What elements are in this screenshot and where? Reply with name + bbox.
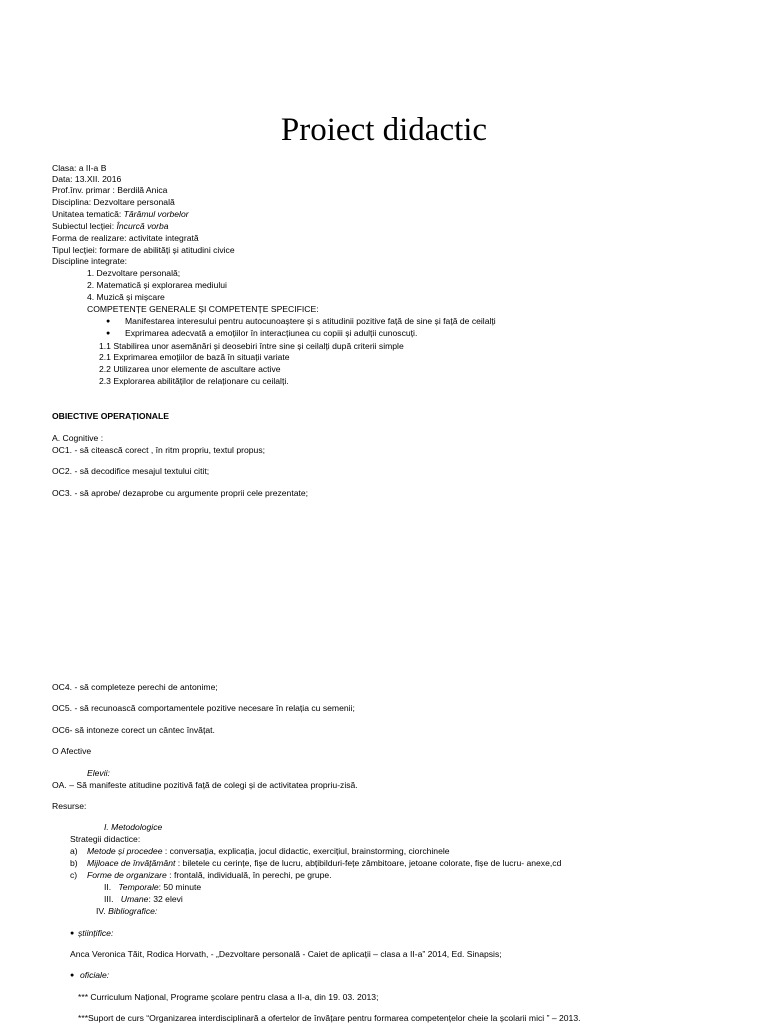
strategy-letter: a) [70, 846, 78, 856]
general-competency: Exprimarea adecvată a emoțiilor în interacțiunea cu copiii și adulții cunoscuți. [125, 328, 418, 338]
lesson-subject-value: Încurcă vorba [116, 221, 169, 231]
methodological-heading [104, 822, 162, 833]
methods-value: : conversația, explicația, jocul didactic, exercițiul, brainstorming, ciorchinele [162, 846, 450, 856]
discipline-item: 1. Dezvoltare personală; [87, 268, 181, 278]
strategies-label: Strategii didactice: [70, 834, 141, 844]
strategy-letter: b) [70, 858, 78, 868]
objective-oc2: OC2. - să decodifice mesajul textului citit; [52, 466, 210, 476]
teacher-line: Prof.înv. primar : Berdilă Anica [52, 185, 168, 195]
class-line: Clasa: a II-a B [52, 163, 107, 173]
integrated-disciplines-label: Discipline integrate: [52, 256, 127, 266]
human-num: III. [104, 894, 114, 904]
bibliography-ref: ***Suport de curs “Organizarea interdisciplinară a ofertelor de învățare pentru formarea competențelor cheie la școlarii mici ” – 2013. [78, 1013, 581, 1023]
bibliography-num: IV. [96, 906, 106, 916]
organization-label: Forme de organizare [87, 870, 167, 880]
objectives-heading: OBIECTIVE OPERAȚIONALE [52, 411, 169, 421]
delivery-form-line: Forma de realizare: activitate integrată [52, 233, 199, 243]
discipline-item: 2. Matematică și explorarea mediului [87, 280, 227, 290]
page-title: Proiect didactic [280, 112, 488, 148]
specific-competency: 2.2 Utilizarea unor elemente de ascultare active [99, 364, 281, 374]
objective-oa: OA. – Să manifeste atitudine pozitivă față de colegi și de activitatea propriu-zisă. [52, 780, 358, 790]
human-line [104, 894, 183, 905]
temporal-num: II. [104, 882, 112, 892]
thematic-unit-line [52, 209, 189, 220]
organization-line [87, 870, 332, 881]
bullet-icon: ● [106, 330, 111, 337]
methods-line [87, 846, 450, 857]
affective-heading: O Afective [52, 746, 92, 756]
general-competency: Manifestarea interesului pentru autocunoaștere și s atitudinii pozitive față de sine și față de ceilalți [125, 316, 496, 326]
date-line: Data: 13.XII. 2016 [52, 174, 122, 184]
objective-oc5: OC5. - să recunoască comportamentele pozitive necesare în relația cu semenii; [52, 703, 355, 713]
thematic-unit-label: Unitatea tematică: [52, 209, 124, 219]
lesson-subject-line [52, 221, 169, 232]
bibliography-ref: Anca Veronica Tăit, Rodica Horvath, - „Dezvoltare personală - Caiet de aplicații – clasa a II-a” 2014, Ed. Sinapsis; [70, 949, 502, 959]
specific-competency: 1.1 Stabilirea unor asemănări și deosebiri între sine și ceilalți după criterii simple [99, 341, 404, 351]
lesson-type-line: Tipul lecției: formare de abilități și atitudini civice [52, 245, 235, 255]
bibliography-label: Bibliografice: [108, 906, 158, 916]
resources-heading: Resurse: [52, 801, 87, 811]
objective-oc3: OC3. - să aprobe/ dezaprobe cu argumente proprii cele prezentate; [52, 488, 309, 498]
official-heading: oficiale: [80, 970, 110, 980]
cognitive-heading: A. Cognitive : [52, 433, 104, 443]
bibliography-line [96, 906, 157, 917]
materials-value: : biletele cu cerințe, fișe de lucru, abțibilduri-fețe zâmbitoare, jetoane colorate, fișe de lucru- anexe,cd [175, 858, 562, 868]
temporal-label: Temporale [118, 882, 159, 892]
human-value: : 32 elevi [148, 894, 183, 904]
bullet-icon: ● [70, 972, 75, 979]
specific-competency: 2.3 Explorarea abilităților de relaționare cu ceilalți. [99, 376, 289, 386]
objective-oc1: OC1. - să citească corect , în ritm propriu, textul propus; [52, 445, 266, 455]
materials-label: Mijloace de învățământ [87, 858, 176, 868]
human-label: Umane [120, 894, 149, 904]
strategy-letter: c) [70, 870, 78, 880]
temporal-line [104, 882, 201, 893]
specific-competency: 2.1 Exprimarea emoțiilor de bază în situații variate [99, 352, 290, 362]
scientific-heading: științifice: [78, 928, 114, 938]
bullet-icon: ● [106, 318, 111, 325]
thematic-unit-value: Tărâmul vorbelor [123, 209, 189, 219]
objective-oc6: OC6- să intoneze corect un cântec învățat. [52, 725, 215, 735]
competencies-heading: COMPETENȚE GENERALE ȘI COMPETENȚE SPECIFICE: [87, 304, 319, 314]
lesson-subject-label: Subiectul lecției: [52, 221, 117, 231]
organization-value: : frontală, individuală, în perechi, pe grupe. [166, 870, 332, 880]
methodological-label: I. Metodologice [104, 822, 163, 832]
methods-label: Metode și procedee [87, 846, 163, 856]
bullet-icon: ● [70, 930, 75, 937]
bibliography-ref: *** Curriculum Național, Programe școlare pentru clasa a II-a, din 19. 03. 2013; [78, 992, 379, 1002]
pupils-label: Elevii: [87, 768, 110, 778]
discipline-line: Disciplina: Dezvoltare personală [52, 197, 175, 207]
objective-oc4: OC4. - să completeze perechi de antonime; [52, 682, 218, 692]
discipline-item: 4. Muzică și mișcare [87, 292, 165, 302]
materials-line [87, 858, 561, 869]
temporal-value: : 50 minute [158, 882, 202, 892]
